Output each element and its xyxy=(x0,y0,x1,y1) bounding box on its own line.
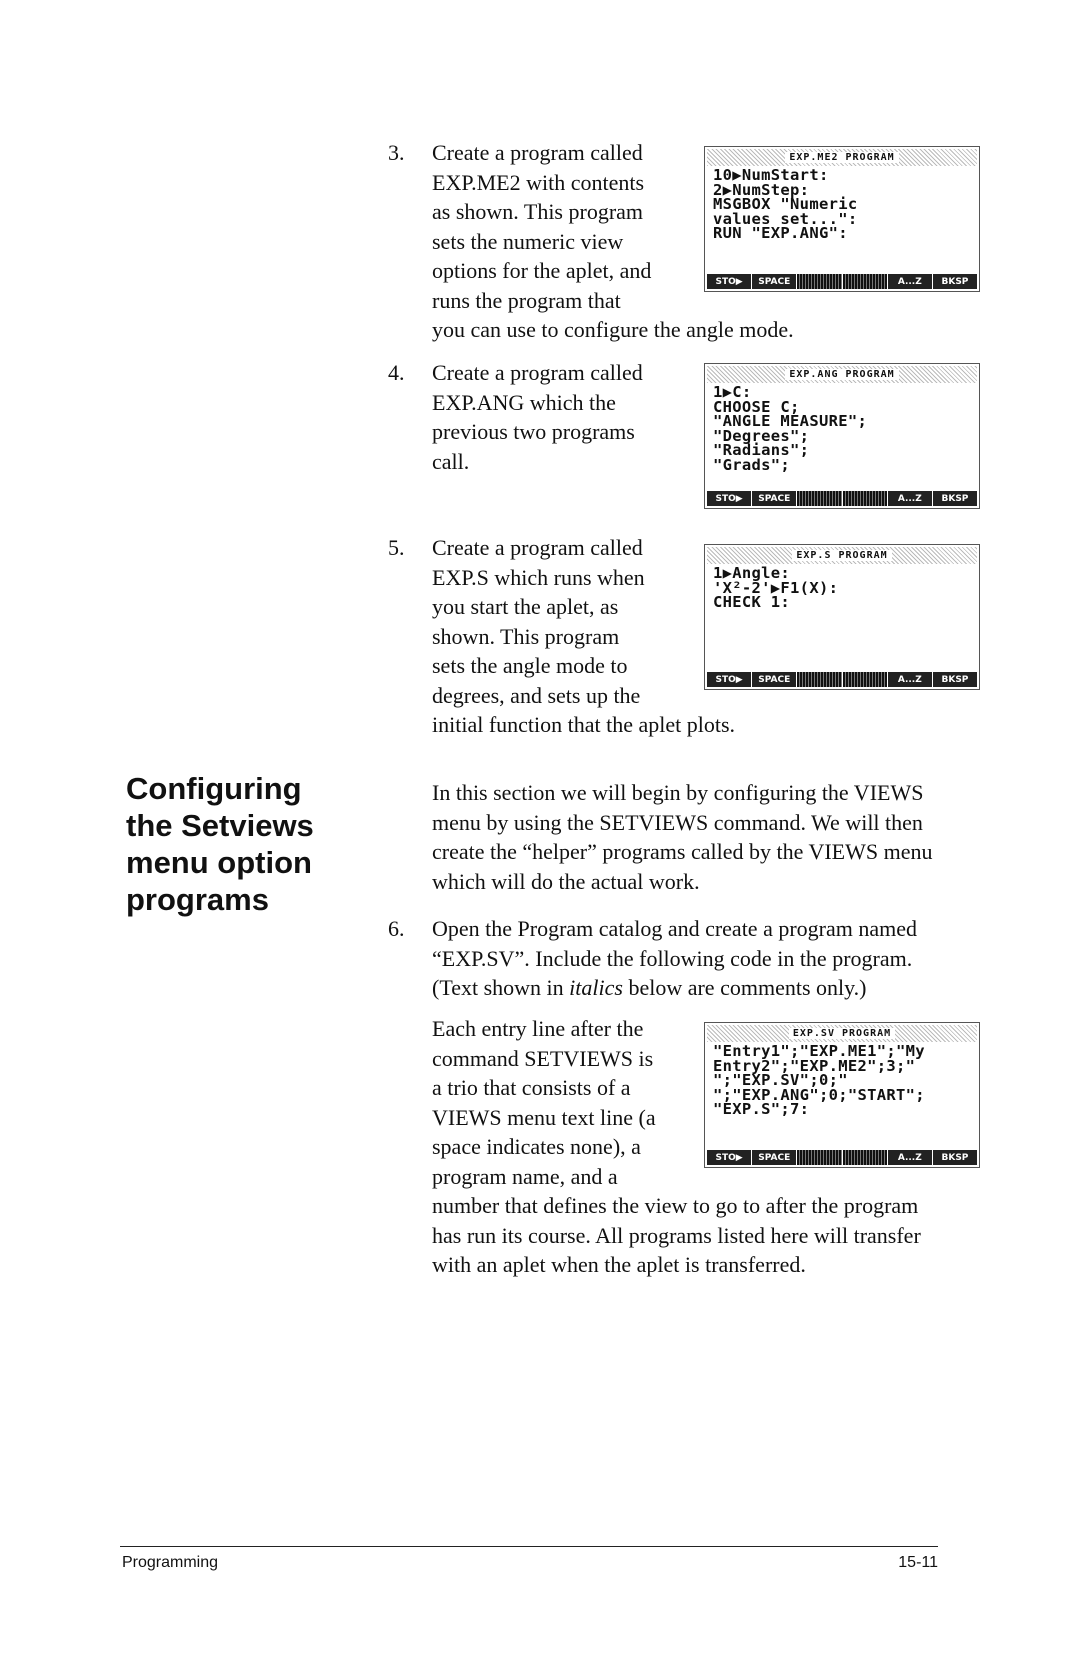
calculator-screen-exp-s xyxy=(704,544,980,690)
softkey-a-z: A...Z xyxy=(888,274,932,289)
softkey-space: SPACE xyxy=(752,672,796,687)
softkey-blank xyxy=(843,274,887,289)
softkey-space: SPACE xyxy=(752,491,796,506)
step-4-text: Create a program called EXP.ANG which the previous two programs call. xyxy=(432,360,643,474)
step-4-number: 4. xyxy=(388,360,405,385)
softkey-bksp: BKSP xyxy=(933,274,977,289)
softkey-bksp: BKSP xyxy=(933,491,977,506)
softkey-sto: STO▶ xyxy=(707,491,751,506)
screen-title: EXP.ANG PROGRAM xyxy=(785,369,898,380)
softkey-bksp: BKSP xyxy=(933,1150,977,1165)
section-heading: Configuring the Setviews menu option programs xyxy=(126,771,314,917)
step-6-text: Open the Program catalog and create a program named “EXP.SV”. Include the following code in the program. (Text shown in italics below are comments only.) xyxy=(432,916,918,1000)
softkey-space: SPACE xyxy=(752,1150,796,1165)
screen-title: EXP.S PROGRAM xyxy=(792,550,891,561)
softkey-a-z: A...Z xyxy=(888,1150,932,1165)
step-3-text: Create a program called EXP.ME2 with contents as shown. This program sets the numeric view options for the aplet, and runs the program that you can use to configure the angle mode. xyxy=(432,140,794,342)
step-5-text: Create a program called EXP.S which runs when you start the aplet, as shown. This program sets the angle mode to degrees, and sets up the initial function that the aplet plots. xyxy=(432,535,736,737)
softkey-blank xyxy=(797,274,841,289)
screen-code: 10▶NumStart: 2▶NumStep: MSGBOX "Numeric values set...": RUN "EXP.ANG": xyxy=(713,166,858,242)
screen-title: EXP.SV PROGRAM xyxy=(789,1028,895,1039)
softkey-blank xyxy=(797,672,841,687)
screen-code: "Entry1";"EXP.ME1";"My Entry2";"EXP.ME2";3;" ";"EXP.SV";0;" ";"EXP.ANG";0;"START"; "EXP.S";7: xyxy=(713,1042,925,1118)
screen-code: 1▶Angle: 'X²-2'▶F1(X): CHECK 1: xyxy=(713,564,839,611)
softkey-bar xyxy=(707,491,977,506)
softkey-blank xyxy=(843,672,887,687)
softkey-bar xyxy=(707,672,977,687)
calculator-screen-exp-ang xyxy=(704,363,980,509)
step-6-explanation: Each entry line after the command SETVIEWS is a trio that consists of a VIEWS menu text line (a space indicates none), a program name, and a number that defines the view to go to after the program has run its course. All programs listed here will transfer with an aplet when the aplet is transferred. xyxy=(432,1016,921,1277)
step-3-number: 3. xyxy=(388,140,405,165)
softkey-blank xyxy=(843,1150,887,1165)
softkey-blank xyxy=(797,491,841,506)
calculator-screen-exp-sv xyxy=(704,1022,980,1168)
softkey-bar xyxy=(707,1150,977,1165)
page-number: 15-11 xyxy=(898,1554,938,1571)
screen-code: 1▶C: CHOOSE C; "ANGLE MEASURE"; "Degrees"; "Radians"; "Grads"; xyxy=(713,383,868,474)
section-intro: In this section we will begin by configuring the VIEWS menu by using the SETVIEWS command. We will then create the “helper” programs called by the VIEWS menu which will do the actual work. xyxy=(432,780,933,894)
footer-section: Programming xyxy=(122,1554,219,1571)
softkey-space: SPACE xyxy=(752,274,796,289)
footer-rule xyxy=(120,1546,938,1547)
softkey-a-z: A...Z xyxy=(888,672,932,687)
softkey-bksp: BKSP xyxy=(933,672,977,687)
step-5-number: 5. xyxy=(388,535,405,560)
screen-title: EXP.ME2 PROGRAM xyxy=(785,152,898,163)
softkey-blank xyxy=(843,491,887,506)
softkey-sto: STO▶ xyxy=(707,672,751,687)
step-6-number: 6. xyxy=(388,916,405,941)
softkey-blank xyxy=(797,1150,841,1165)
softkey-bar xyxy=(707,274,977,289)
calculator-screen-exp-me2 xyxy=(704,146,980,292)
softkey-sto: STO▶ xyxy=(707,274,751,289)
softkey-sto: STO▶ xyxy=(707,1150,751,1165)
softkey-a-z: A...Z xyxy=(888,491,932,506)
